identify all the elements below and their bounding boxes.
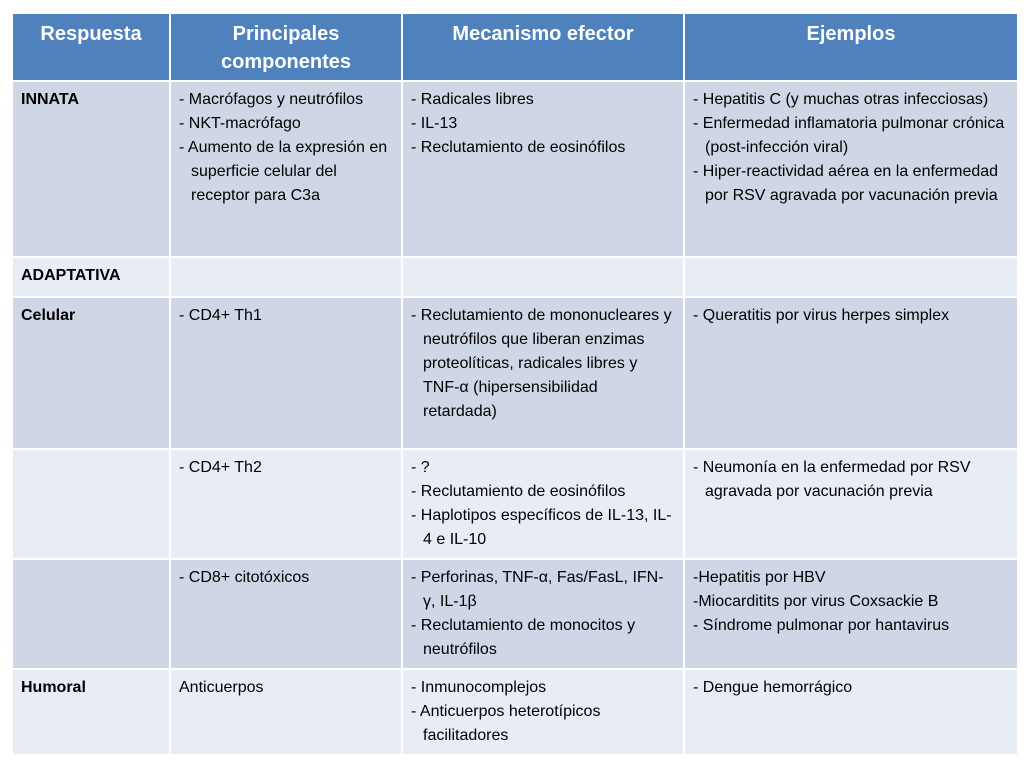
componentes-cell — [170, 449, 402, 559]
ejemplos-cell — [684, 257, 1018, 297]
list-item: - NKT-macrófago — [179, 115, 301, 132]
list-item: - Queratitis por virus herpes simplex — [693, 307, 950, 324]
list-item: - Reclutamiento de mononucleares y neutrófilos que liberan enzimas proteolíticas, radicales libres y TNF-α (hipersensibilidad retardada) — [411, 307, 672, 420]
list-item: - Inmunocomplejos — [411, 679, 547, 696]
list-item: - Reclutamiento de eosinófilos — [411, 483, 626, 500]
table-row-th2 — [12, 449, 1018, 559]
list-item: - Dengue hemorrágico — [693, 679, 853, 696]
componentes-cell — [170, 297, 402, 449]
list-item: - Aumento de la expresión en superficie celular del receptor para C3a — [179, 139, 388, 204]
list-item: - Reclutamiento de monocitos y neutrófilos — [411, 617, 636, 658]
mecanismo-cell — [402, 297, 684, 449]
list-item: - Reclutamiento de eosinófilos — [411, 139, 626, 156]
table-row-celular-th1 — [12, 297, 1018, 449]
list-item: - Haplotipos específicos de IL-13, IL-4 e IL-10 — [411, 507, 672, 548]
list-item: - Perforinas, TNF-α, Fas/FasL, IFN-γ, IL-1β — [411, 569, 664, 610]
response-table — [11, 12, 1019, 756]
ejemplos-cell — [684, 669, 1018, 755]
mecanismo-cell — [402, 449, 684, 559]
list-item: - CD8+ citotóxicos — [179, 569, 310, 586]
table-row-innata — [12, 81, 1018, 257]
mecanismo-cell — [402, 669, 684, 755]
mecanismo-cell — [402, 257, 684, 297]
respuesta-cell: ADAPTATIVA — [12, 257, 170, 297]
componentes-cell — [170, 559, 402, 669]
ejemplos-cell — [684, 559, 1018, 669]
respuesta-cell — [12, 449, 170, 559]
list-item: - Neumonía en la enfermedad por RSV agravada por vacunación previa — [693, 459, 971, 500]
mecanismo-cell — [402, 559, 684, 669]
list-item: - CD4+ Th2 — [179, 459, 262, 476]
table-row-humoral — [12, 669, 1018, 755]
list-item: - Enfermedad inflamatoria pulmonar crónica (post-infección viral) — [693, 115, 1005, 156]
componentes-cell — [170, 257, 402, 297]
list-item: -Hepatitis por HBV — [693, 569, 826, 586]
header-respuesta: Respuesta — [12, 13, 170, 81]
list-item: - Hepatitis C (y muchas otras infecciosas) — [693, 91, 989, 108]
respuesta-cell: Celular — [12, 297, 170, 449]
mecanismo-cell — [402, 81, 684, 257]
componentes-cell — [170, 81, 402, 257]
respuesta-cell: INNATA — [12, 81, 170, 257]
header-ejemplos: Ejemplos — [684, 13, 1018, 81]
respuesta-cell — [12, 559, 170, 669]
header-mecanismo: Mecanismo efector — [402, 13, 684, 81]
header-componentes: Principales componentes — [170, 13, 402, 81]
ejemplos-cell — [684, 449, 1018, 559]
respuesta-cell: Humoral — [12, 669, 170, 755]
table-row-cd8 — [12, 559, 1018, 669]
list-item: Anticuerpos — [179, 679, 264, 696]
header-row — [12, 13, 1018, 81]
componentes-cell — [170, 669, 402, 755]
ejemplos-cell — [684, 297, 1018, 449]
list-item: - Síndrome pulmonar por hantavirus — [693, 617, 950, 634]
list-item: - ? — [411, 459, 430, 476]
list-item: - Radicales libres — [411, 91, 534, 108]
list-item: - IL-13 — [411, 115, 458, 132]
list-item: - Hiper-reactividad aérea en la enfermedad por RSV agravada por vacunación previa — [693, 163, 999, 204]
list-item: - Anticuerpos heterotípicos facilitadores — [411, 703, 601, 744]
list-item: - Macrófagos y neutrófilos — [179, 91, 364, 108]
list-item: - CD4+ Th1 — [179, 307, 262, 324]
list-item: -Miocarditits por virus Coxsackie B — [693, 593, 939, 610]
table-row-adaptativa — [12, 257, 1018, 297]
ejemplos-cell — [684, 81, 1018, 257]
